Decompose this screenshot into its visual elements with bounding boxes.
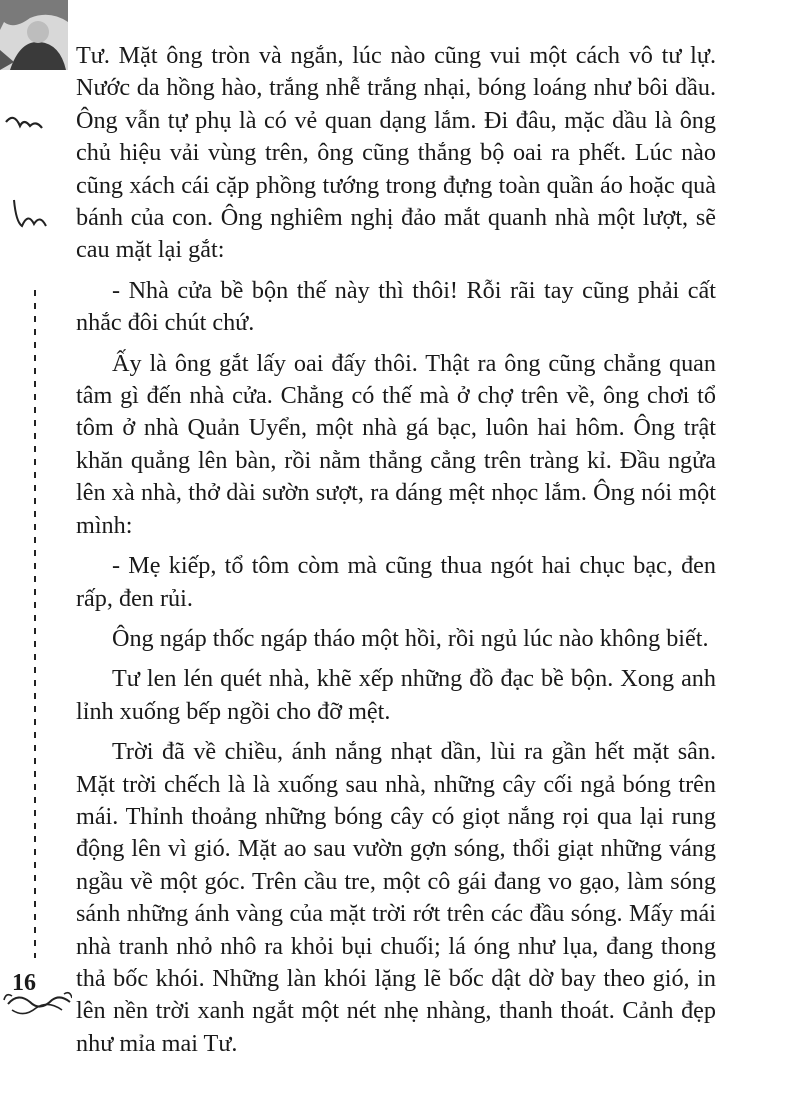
portrait-image xyxy=(0,0,68,70)
margin-decoration xyxy=(0,0,72,1094)
page-number: 16 xyxy=(12,970,36,996)
paragraph: Tư len lén quét nhà, khẽ xếp những đồ đạc bề bộn. Xong anh lỉnh xuống bếp ngồi cho đỡ mệt. xyxy=(76,665,716,725)
signature-scribble-top xyxy=(6,118,42,128)
paragraph: Tư. Mặt ông tròn và ngắn, lúc nào cũng vui một cách vô tư lự. Nước da hồng hào, trắng nhễ trắng nhại, bóng loáng như bôi dầu. Ông vẫn tự phụ là có vẻ quan dạng lắm. Đi đâu, mặc dầu là ông chủ hiệu vải vùng trên, ông cũng thắng bộ oai ra phết. Lúc nào cũng xách cái cặp phồng tướng trong đựng toàn quần áo hoặc quà bánh của con. Ông nghiêm nghị đảo mắt quanh nhà một lượt, sẽ cau mặt lại gắt: xyxy=(76,42,716,264)
paragraph: Ấy là ông gắt lấy oai đấy thôi. Thật ra ông cũng chẳng quan tâm gì đến nhà cửa. Chẳng có thế mà ở chợ trên về, ông chơi tổ tôm ở nhà Quản Uyển, một nhà gá bạc, luôn hai hôm. Ông trật khăn quẳng lên bàn, rồi nằm thẳng cẳng trên tràng kỉ. Đầu ngửa lên xà nhà, thở dài sườn sượt, ra dáng mệt nhọc lắm. Ông nói một mình: xyxy=(76,349,716,539)
body-text xyxy=(76,40,716,1068)
dialogue-line: - Mẹ kiếp, tổ tôm còm mà cũng thua ngót hai chục bạc, đen rấp, đen rủi. xyxy=(76,552,716,612)
dialogue-line: - Nhà cửa bề bộn thế này thì thôi! Rỗi rãi tay cũng phải cất nhắc đôi chút chứ. xyxy=(76,276,716,337)
paragraph: Ông ngáp thốc ngáp tháo một hồi, rồi ngủ lúc nào không biết. xyxy=(112,624,709,652)
paragraph: Trời đã về chiều, ánh nắng nhạt dần, lùi ra gần hết mặt sân. Mặt trời chếch là là xuống sau nhà, những cây cối ngả bóng trên mái. Thỉnh thoảng những bóng cây có giọt nắng rọi qua lại rung động lên vì gió. Mặt ao sau vườn gợn sóng, thổi giạt những váng ngầu về một góc. Trên cầu tre, một cô gái đang vo gạo, làm sóng sánh những ánh vàng của mặt trời rớt trên các đầu sóng. Mấy mái nhà tranh nhỏ nhô ra khỏi bụi chuối; lá óng như lụa, đang thong thả bốc khói. Những làn khói lặng lẽ bốc dật dờ bay theo gió, in lên nền trời xanh ngắt một nét nhẹ nhàng, thanh thoát. Cảnh đẹp như mỉa mai Tư. xyxy=(76,738,716,1057)
signature-scribble-bottom xyxy=(14,200,46,226)
